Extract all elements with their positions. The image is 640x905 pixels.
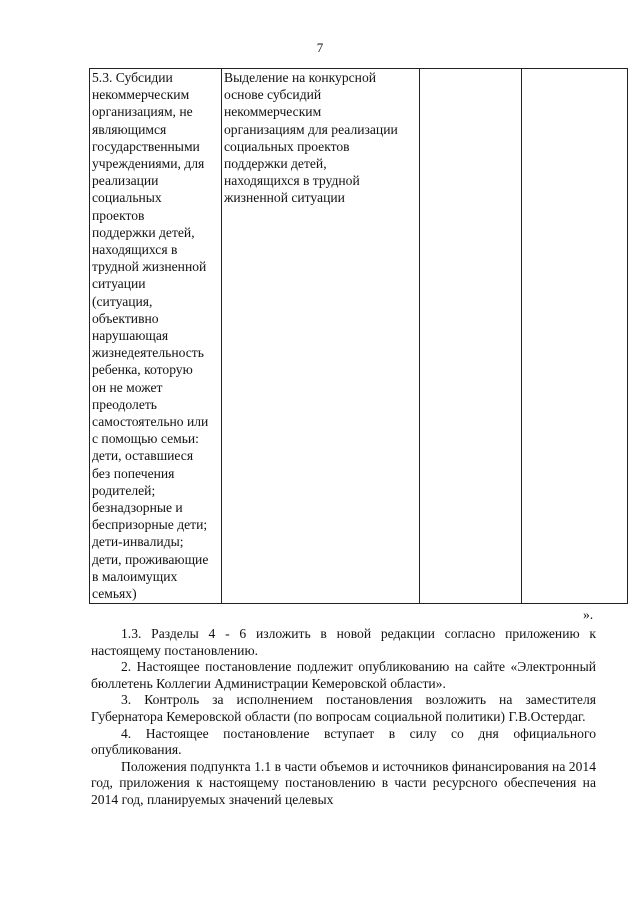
paragraph-provisions: Положения подпункта 1.1 в части объемов и источников финансирования на 2014 год, приложения к настоящему постановлению в части ресурсного обеспечения на 2014 год, планируемых значений целевых bbox=[91, 758, 596, 807]
body-text bbox=[91, 626, 596, 809]
description-text: Выделение на конкурсной основе субсидий некоммерческим организациям для реализации социальных проектов поддержки детей, находящихся в трудной жизненной ситуации bbox=[224, 70, 398, 206]
table-row bbox=[90, 69, 628, 604]
program-table bbox=[89, 68, 628, 604]
paragraph-4: 4. Настоящее постановление вступает в силу со дня официального опубликования. bbox=[91, 725, 596, 758]
paragraph-3: 3. Контроль за исполнением постановления возложить на заместителя Губернатора Кемеровской области (по вопросам социальной политики) Г.В.Остердаг. bbox=[91, 692, 596, 724]
table-cell-measure bbox=[90, 69, 222, 604]
page-number: 7 bbox=[316, 40, 324, 55]
table-cell-description bbox=[222, 69, 420, 604]
table-cell-empty-1 bbox=[420, 69, 522, 604]
paragraph-2: 2. Настоящее постановление подлежит опубликованию на сайте «Электронный бюллетень Коллегии Администрации Кемеровской области». bbox=[91, 659, 596, 691]
closing-quote-mark: ». bbox=[583, 607, 594, 622]
measure-text: 5.3. Субсидии некоммерческим организациям, не являющимся государственными учреждениями, для реализации социальных проектов поддержки детей, находящихся в трудной жизненной ситуации (ситуация, объективно нарушающая жизнедеятельность ребенка, которую он не может преодолеть самостоятельно или с помощью семьи: дети, оставшиеся без попечения родителей; безнадзорные и беспризорные дети; дети-инвалиды; дети, проживающие в малоимущих семьях) bbox=[92, 70, 209, 602]
paragraph-1-3: 1.3. Разделы 4 - 6 изложить в новой редакции согласно приложению к настоящему постановлению. bbox=[91, 626, 596, 658]
table-cell-empty-2 bbox=[522, 69, 628, 604]
